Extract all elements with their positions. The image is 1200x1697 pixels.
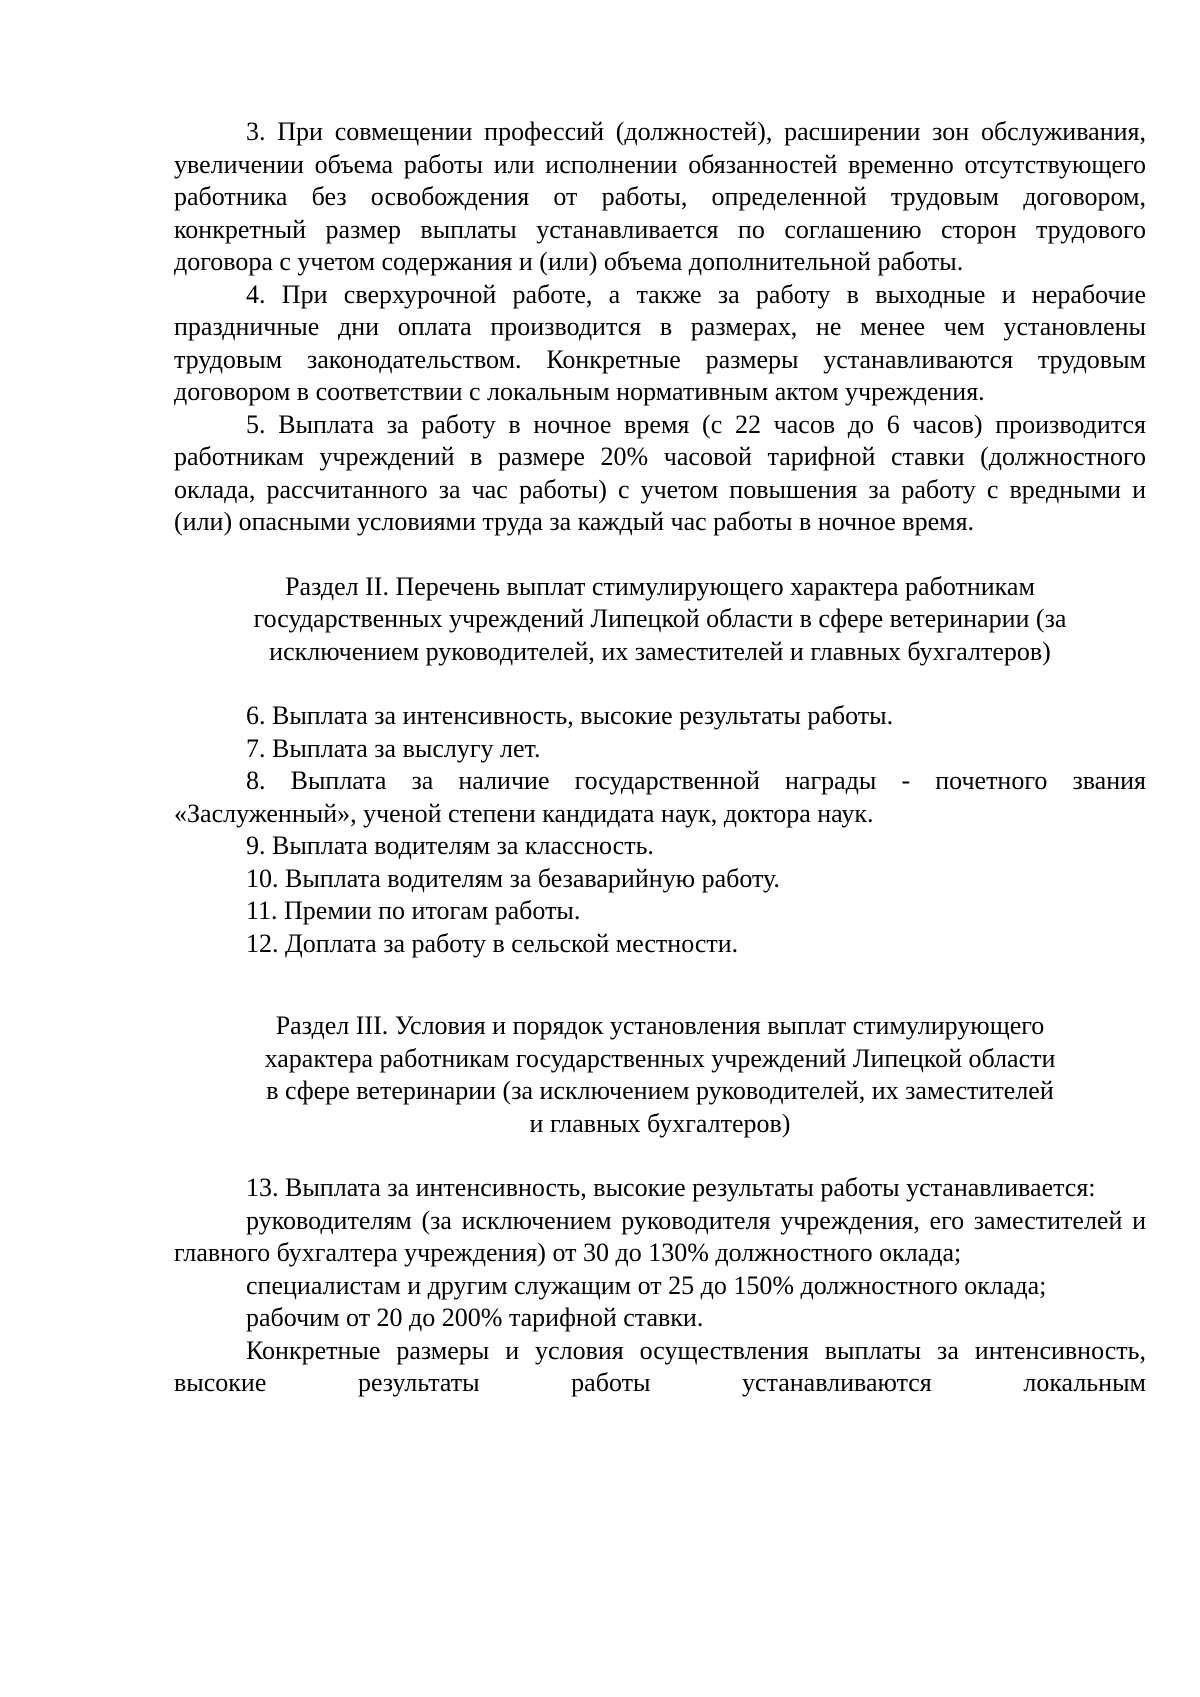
section-2-heading-line: Раздел II. Перечень выплат стимулирующего характера работникам <box>285 571 1035 601</box>
paragraph-13-workers: рабочим от 20 до 200% тарифной ставки. <box>246 1303 704 1332</box>
paragraph-4: 4. При сверхурочной работе, а также за работу в выходные и нерабочие праздничные дни оплата производится в размерах, не менее чем установлены трудовым законодательством. Конкретные размеры устанавливаются трудовым договором в соответствии с локальным нормативным актом учреждения. <box>174 279 1146 406</box>
section-3-heading <box>174 1010 1146 1140</box>
paragraph-5: 5. Выплата за работу в ночное время (с 22 часов до 6 часов) производится работникам учреждений в размере 20% часовой тарифной ставки (должностного оклада, рассчитанного за час работы) с учетом повышения за работу с вредными и (или) опасными условиями труда за каждый час работы в ночное время. <box>174 409 1146 536</box>
spacer <box>174 960 1146 1010</box>
paragraph-13-specialists: специалистам и другим служащим от 25 до 150% должностного оклада; <box>246 1270 1047 1300</box>
paragraph-12: 12. Доплата за работу в сельской местности. <box>246 928 739 958</box>
spacer <box>174 1140 1146 1172</box>
section-3-heading-line: в сфере ветеринарии (за исключением руководителей, их заместителей <box>266 1076 1054 1105</box>
spacer <box>174 668 1146 700</box>
paragraph-13: 13. Выплата за интенсивность, высокие результаты работы устанавливается: <box>246 1173 1096 1202</box>
paragraph-6: 6. Выплата за интенсивность, высокие результаты работы. <box>246 701 894 730</box>
paragraph-11: 11. Премии по итогам работы. <box>246 896 581 925</box>
paragraph-10: 10. Выплата водителям за безаварийную работу. <box>246 863 780 893</box>
section-3-heading-line: характера работникам государственных учреждений Липецкой области <box>264 1043 1056 1073</box>
paragraph-8: 8. Выплата за наличие государственной награды - почетного звания «Заслуженный», ученой степени кандидата наук, доктора наук. <box>174 766 1146 828</box>
paragraph-7: 7. Выплата за выслугу лет. <box>246 733 541 763</box>
paragraph-13-managers: руководителям (за исключением руководителя учреждения, его заместителей и главного бухгалтера учреждения) от 30 до 130% должностного оклада; <box>174 1205 1146 1267</box>
paragraph-3: 3. При совмещении профессий (должностей), расширении зон обслуживания, увеличении объема работы или исполнении обязанностей временно отсутствующего работника без освобождения от работы, определенной трудовым договором, конкретный размер выплаты устанавливается по соглашению сторон трудового договора с учетом содержания и (или) объема дополнительной работы. <box>174 117 1146 276</box>
section-2-heading-line: исключением руководителей, их заместителей и главных бухгалтеров) <box>269 636 1051 666</box>
paragraph-9: 9. Выплата водителям за классность. <box>246 831 654 860</box>
section-3-heading-line: и главных бухгалтеров) <box>529 1108 791 1138</box>
document-body <box>174 116 1146 1400</box>
spacer <box>174 539 1146 571</box>
section-2-heading-line: государственных учреждений Липецкой области в сфере ветеринарии (за <box>253 604 1067 633</box>
paragraph-13-conditions: Конкретные размеры и условия осуществления выплаты за интенсивность, высокие результаты работы устанавливаются локальным <box>174 1335 1146 1397</box>
section-3-heading-line: Раздел III. Условия и порядок установления выплат стимулирующего <box>275 1011 1045 1040</box>
section-2-heading <box>174 571 1146 669</box>
